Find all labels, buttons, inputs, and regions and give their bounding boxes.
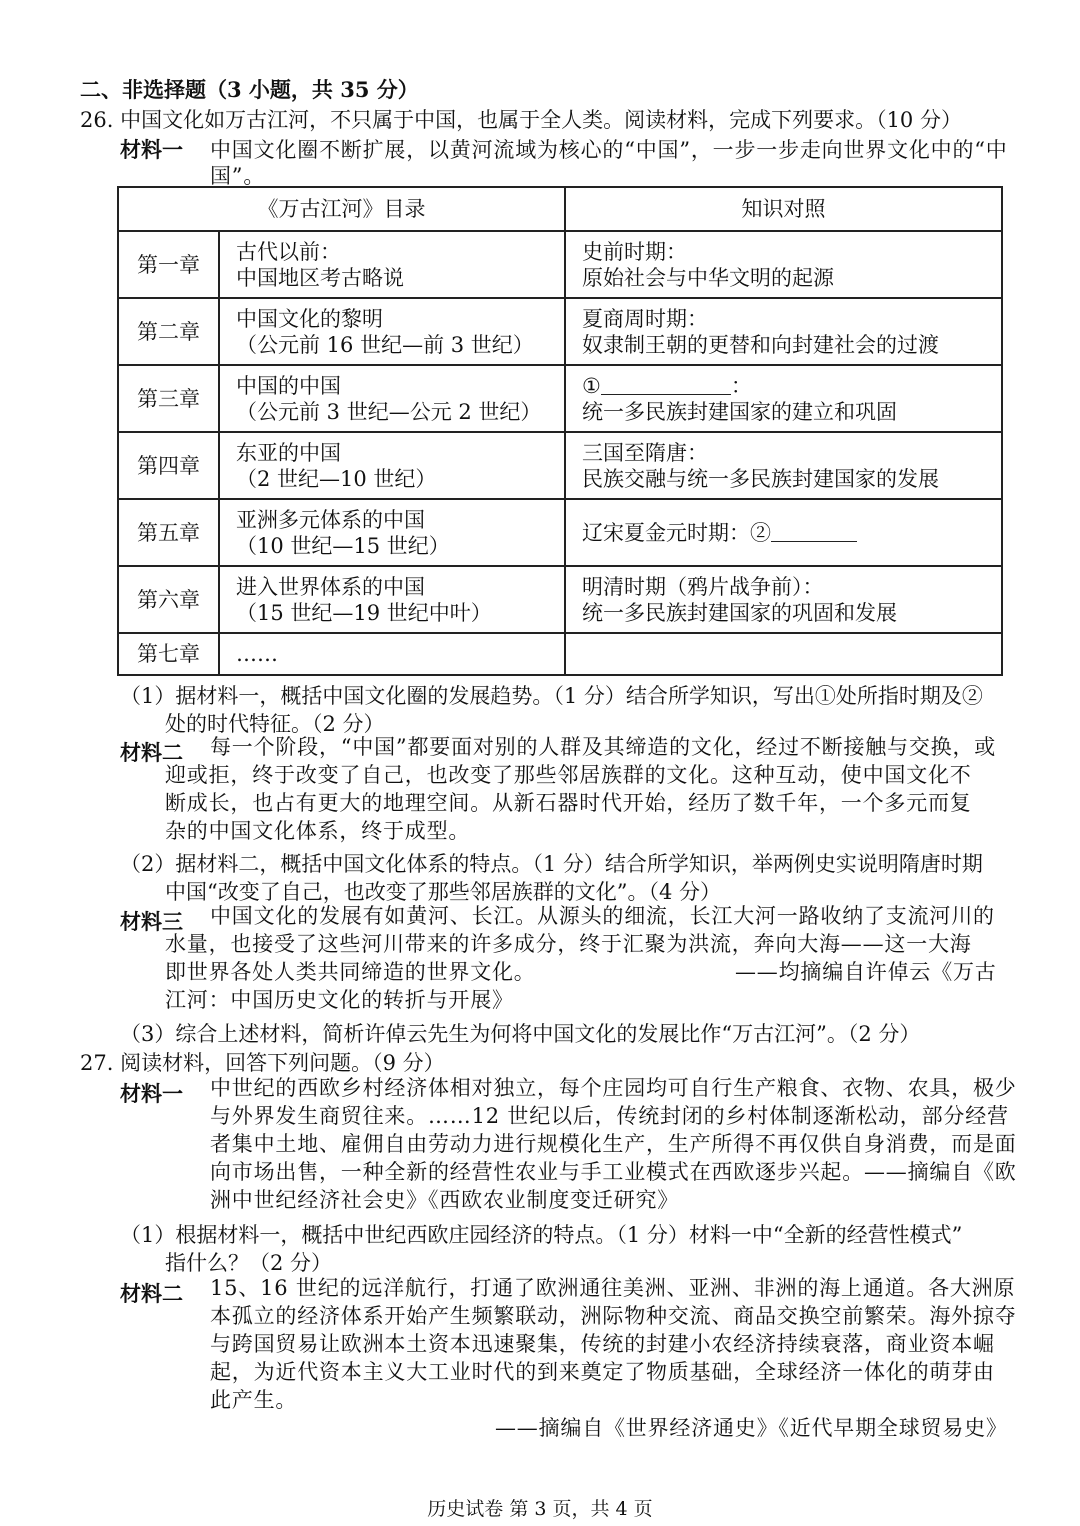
section-title: 二、非选择题（3 小题，共 35 分）	[80, 77, 419, 102]
chapter-title-cell	[219, 365, 565, 432]
chapter-title-cell	[219, 633, 565, 675]
period-name: 明清时期（鸦片战争前）：	[582, 574, 824, 599]
q27-sub-1-cont: 指什么？（2 分）	[165, 1251, 333, 1275]
q26-material-3-label: 材料三	[120, 909, 183, 934]
chapter-title: 东亚的中国	[236, 440, 341, 465]
chapter-title-cell	[219, 432, 565, 499]
table-row	[118, 633, 1002, 675]
chapter-subtitle: （公元前 16 世纪—前 3 世纪）	[236, 332, 534, 357]
q26-material-3-source: ——均摘编自许倬云《万古	[735, 960, 997, 984]
period-feature: 奴隶制王朝的更替和向封建社会的过渡	[582, 332, 939, 357]
period-name: 史前时期：	[582, 239, 687, 264]
chapter-title: 古代以前：	[236, 239, 341, 264]
q26-sub-1: （1）据材料一，概括中国文化圈的发展趋势。（1 分）结合所学知识，写出①处所指时期及②	[120, 684, 983, 708]
knowledge-cell	[565, 365, 1002, 432]
q26-material-1-text: 中国文化圈不断扩展，以黄河流域为核心的“中国”，一步一步走向世界文化中的“中	[210, 138, 1008, 162]
q26-sub-1-cont: 处的时代特征。（2 分）	[165, 712, 385, 736]
q26-material-2-line: 每一个阶段，“中国”都要面对别的人群及其缔造的文化，经过不断接触与交换，或	[210, 735, 997, 759]
q27-material-1-line: 者集中土地、雇佣自由劳动力进行规模化生产，生产所得不再仅供自身消费，而是面	[210, 1132, 1017, 1156]
chapter-number: 第四章	[118, 432, 219, 499]
chapter-title: 中国的中国	[236, 373, 341, 398]
q27-material-2-source: ——摘编自《世界经济通史》《近代早期全球贸易史》	[495, 1416, 1008, 1440]
chapter-title-cell	[219, 231, 565, 298]
chapter-title: 中国文化的黎明	[236, 306, 383, 331]
q27-material-1-line: 洲中世纪经济社会史》《西欧农业制度变迁研究》	[210, 1188, 680, 1212]
question-26-stem: 26. 中国文化如万古江河，不只属于中国，也属于全人类。阅读材料，完成下列要求。（10 分）	[80, 108, 962, 132]
chapter-subtitle: （10 世纪—15 世纪）	[236, 533, 450, 558]
chapter-number: 第七章	[118, 633, 219, 675]
period-feature: 民族交融与统一多民族封建国家的发展	[582, 466, 939, 491]
chapter-number: 第五章	[118, 499, 219, 566]
chapter-number: 第二章	[118, 298, 219, 365]
q27-material-1-line: 与外界发生商贸往来。……12 世纪以后，传统封闭的乡村体制逐渐松动，部分经营	[210, 1104, 1009, 1128]
chapter-subtitle: （15 世纪—19 世纪中叶）	[236, 600, 492, 625]
chapter-number: 第一章	[118, 231, 219, 298]
answer-blank-2[interactable]	[771, 521, 857, 542]
q26-sub-2-cont: 中国“改变了自己，也改变了那些邻居族群的文化”。（4 分）	[165, 880, 722, 904]
chapter-subtitle: （公元前 3 世纪—公元 2 世纪）	[236, 399, 542, 424]
q26-material-2-label: 材料二	[120, 740, 183, 765]
blank-marker-1: ①	[582, 373, 601, 398]
table-header-knowledge: 知识对照	[565, 187, 1002, 231]
chapter-title-cell	[219, 298, 565, 365]
chapter-number: 第六章	[118, 566, 219, 633]
table-row	[118, 432, 1002, 499]
chapter-title-cell	[219, 566, 565, 633]
table-header-catalog: 《万古江河》目录	[118, 187, 565, 231]
q26-material-2-line: 迎或拒，终于改变了自己，也改变了那些邻居族群的文化。这种互动，使中国文化不	[165, 763, 972, 787]
knowledge-cell	[565, 432, 1002, 499]
q27-material-2-label: 材料二	[120, 1281, 183, 1306]
q27-material-2-line: 15、16 世纪的远洋航行，打通了欧洲通往美洲、亚洲、非洲的海上通道。各大洲原	[210, 1276, 1016, 1300]
q26-material-2-line: 断成长，也占有更大的地理空间。从新石器时代开始，经历了数千年，一个多元而复	[165, 791, 972, 815]
table-header-row	[118, 187, 1002, 231]
blank-colon: ：	[730, 373, 752, 398]
q26-material-3-line: 中国文化的发展有如黄河、长江。从源头的细流，长江大河一路收纳了支流河川的	[210, 904, 995, 928]
knowledge-cell-empty	[565, 633, 1002, 675]
q27-material-2-line: 此产生。	[210, 1388, 298, 1412]
table-row	[118, 499, 1002, 566]
chapter-table	[117, 186, 1003, 676]
period-name-blank	[582, 373, 1001, 399]
period-name: 夏商周时期：	[582, 306, 708, 331]
chapter-title: 进入世界体系的中国	[236, 574, 425, 599]
chapter-subtitle: 中国地区考古略说	[236, 265, 404, 290]
q27-material-1-line: 中世纪的西欧乡村经济体相对独立，每个庄园均可自行生产粮食、衣物、农具，极少	[210, 1076, 1017, 1100]
q26-material-3-line: 水量，也接受了这些河川带来的许多成分，终于汇聚为洪流，奔向大海——这一大海	[165, 932, 972, 956]
q27-material-2-line: 与跨国贸易让欧洲本土资本迅速聚集，传统的封建小农经济持续衰落，商业资本崛	[210, 1332, 995, 1356]
knowledge-cell	[565, 231, 1002, 298]
table-row	[118, 566, 1002, 633]
page-footer: 历史试卷 第 3 页，共 4 页	[427, 1498, 653, 1520]
period-name: 辽宋夏金元时期：②	[582, 520, 771, 545]
table-row	[118, 365, 1002, 432]
q26-sub-3: （3）综合上述材料，简析许倬云先生为何将中国文化的发展比作“万古江河”。（2 分）	[120, 1022, 921, 1046]
chapter-number: 第三章	[118, 365, 219, 432]
q26-sub-2: （2）据材料二，概括中国文化体系的特点。（1 分）结合所学知识，举两例史实说明隋唐时期	[120, 852, 983, 876]
chapter-subtitle: （2 世纪—10 世纪）	[236, 466, 437, 491]
table-row	[118, 298, 1002, 365]
q26-material-1-text-cont: 国”。	[210, 164, 266, 188]
period-feature: 统一多民族封建国家的巩固和发展	[582, 600, 897, 625]
q27-material-2-line: 起，为近代资本主义大工业时代的到来奠定了物质基础，全球经济一体化的萌芽由	[210, 1360, 995, 1384]
q27-material-2-line: 本孤立的经济体系开始产生频繁联动，洲际物种交流、商品交换空前繁荣。海外掠夺	[210, 1304, 1017, 1328]
knowledge-cell	[565, 499, 1002, 566]
q26-material-3-line: 即世界各处人类共同缔造的世界文化。	[165, 960, 536, 984]
period-name: 三国至隋唐：	[582, 440, 708, 465]
knowledge-cell	[565, 566, 1002, 633]
q26-material-3-line: 江河：中国历史文化的转折与开展》	[165, 988, 514, 1012]
period-feature: 原始社会与中华文明的起源	[582, 265, 834, 290]
question-27-stem: 27. 阅读材料，回答下列问题。（9 分）	[80, 1051, 445, 1075]
answer-blank-1[interactable]	[601, 374, 731, 395]
q26-material-1-label: 材料一	[120, 137, 183, 162]
chapter-title: ……	[236, 642, 278, 666]
q27-material-1-label: 材料一	[120, 1081, 183, 1106]
q27-sub-1: （1）根据材料一，概括中世纪西欧庄园经济的特点。（1 分）材料一中“全新的经营性模式”	[120, 1223, 963, 1247]
q26-material-2-line: 杂的中国文化体系，终于成型。	[165, 819, 471, 843]
knowledge-cell	[565, 298, 1002, 365]
chapter-title-cell	[219, 499, 565, 566]
table-row	[118, 231, 1002, 298]
q27-material-1-line: 向市场出售，一种全新的经营性农业与手工业模式在西欧逐步兴起。——摘编自《欧	[210, 1160, 1017, 1184]
chapter-title: 亚洲多元体系的中国	[236, 507, 425, 532]
period-feature: 统一多民族封建国家的建立和巩固	[582, 399, 897, 424]
